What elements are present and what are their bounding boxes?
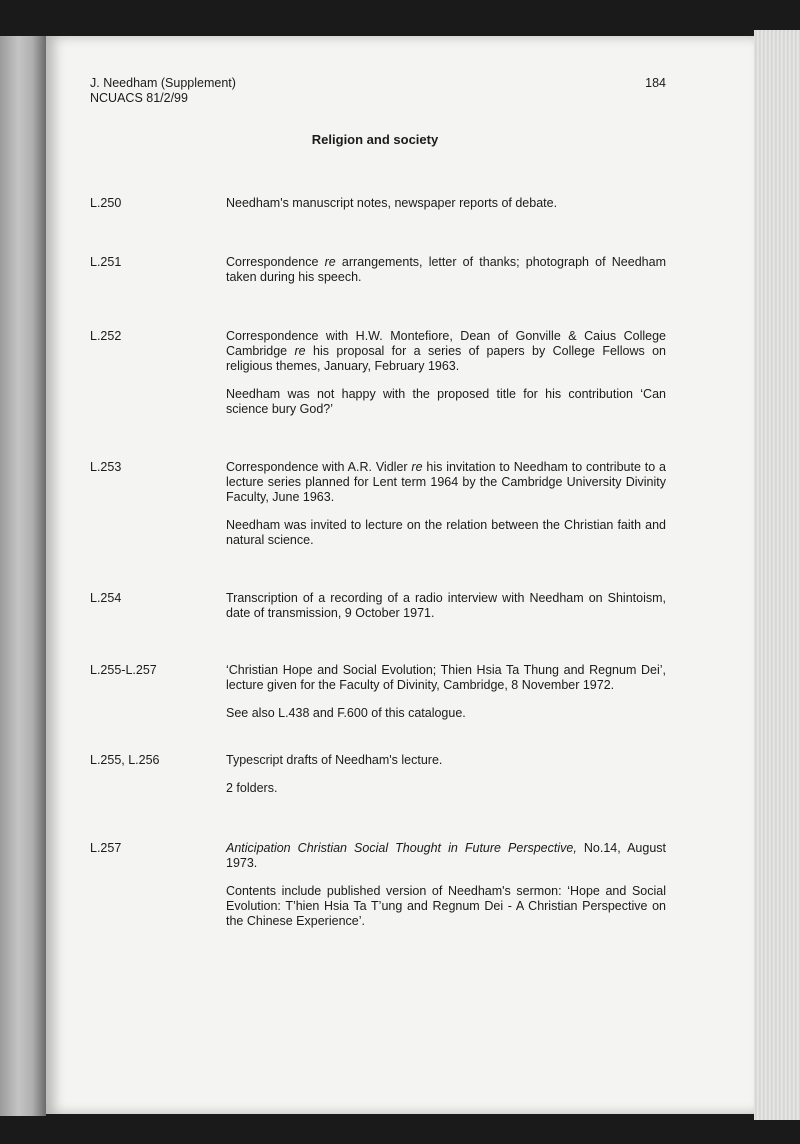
entry-description [226,663,666,721]
entry-description [226,591,666,621]
entry-paragraph: Transcription of a recording of a radio interview with Needham on Shintoism, date of transmission, 9 October 1971. [226,591,666,620]
entry-description [226,329,666,417]
entry-note: See also L.438 and F.600 of this catalogue. [226,706,466,720]
entry-description [226,255,666,285]
entry-paragraph: Correspondence with H.W. Montefiore, Dean of Gonville & Caius College Cambridge re his proposal for a series of papers by College Fellows on religious themes, January, February 1963. [226,329,666,373]
entry-note: Needham was invited to lecture on the relation between the Christian faith and natural science. [226,518,666,547]
entry-ref: L.254 [90,591,122,605]
entry-description [226,841,666,929]
entry-ref: L.250 [90,196,122,210]
header-catalogue-ref: NCUACS 81/2/99 [90,91,188,105]
entry-paragraph: Correspondence re arrangements, letter of thanks; photograph of Needham taken during his speech. [226,255,666,284]
entry-ref: L.257 [90,841,122,855]
entry-description [226,460,666,548]
entry-ref: L.252 [90,329,122,343]
entry-paragraph: ‘Christian Hope and Social Evolution; Thien Hsia Ta Thung and Regnum Dei’, lecture given for the Faculty of Divinity, Cambridge, 8 November 1972. [226,663,666,692]
entry-ref: L.251 [90,255,122,269]
entry-description [226,753,666,796]
entry-ref: L.255-L.257 [90,663,157,677]
entry-ref: L.253 [90,460,122,474]
entry-paragraph: Needham's manuscript notes, newspaper reports of debate. [226,196,558,210]
entry-paragraph: Correspondence with A.R. Vidler re his invitation to Needham to contribute to a lecture series planned for Lent term 1964 by the Cambridge University Divinity Faculty, June 1963. [226,460,666,504]
book-spine-edge [0,36,46,1116]
entry-paragraph: Typescript drafts of Needham's lecture. [226,753,443,767]
page-number: 184 [645,76,666,90]
entry-note: 2 folders. [226,781,278,795]
section-title: Religion and society [311,132,439,147]
entry-description [226,196,666,211]
page-stack-edge [754,30,800,1120]
header-series: J. Needham (Supplement) [90,76,236,90]
entry-note: Needham was not happy with the proposed title for his contribution ‘Can science bury God?’ [226,387,666,416]
entry-note: Contents include published version of Needham's sermon: ‘Hope and Social Evolution: T’hien Hsia Ta T’ung and Regnum Dei - A Christian Perspective on the Chinese Experience’. [226,884,666,928]
entry-ref: L.255, L.256 [90,753,160,767]
entry-paragraph: Anticipation Christian Social Thought in Future Perspective, No.14, August 1973. [226,841,666,870]
